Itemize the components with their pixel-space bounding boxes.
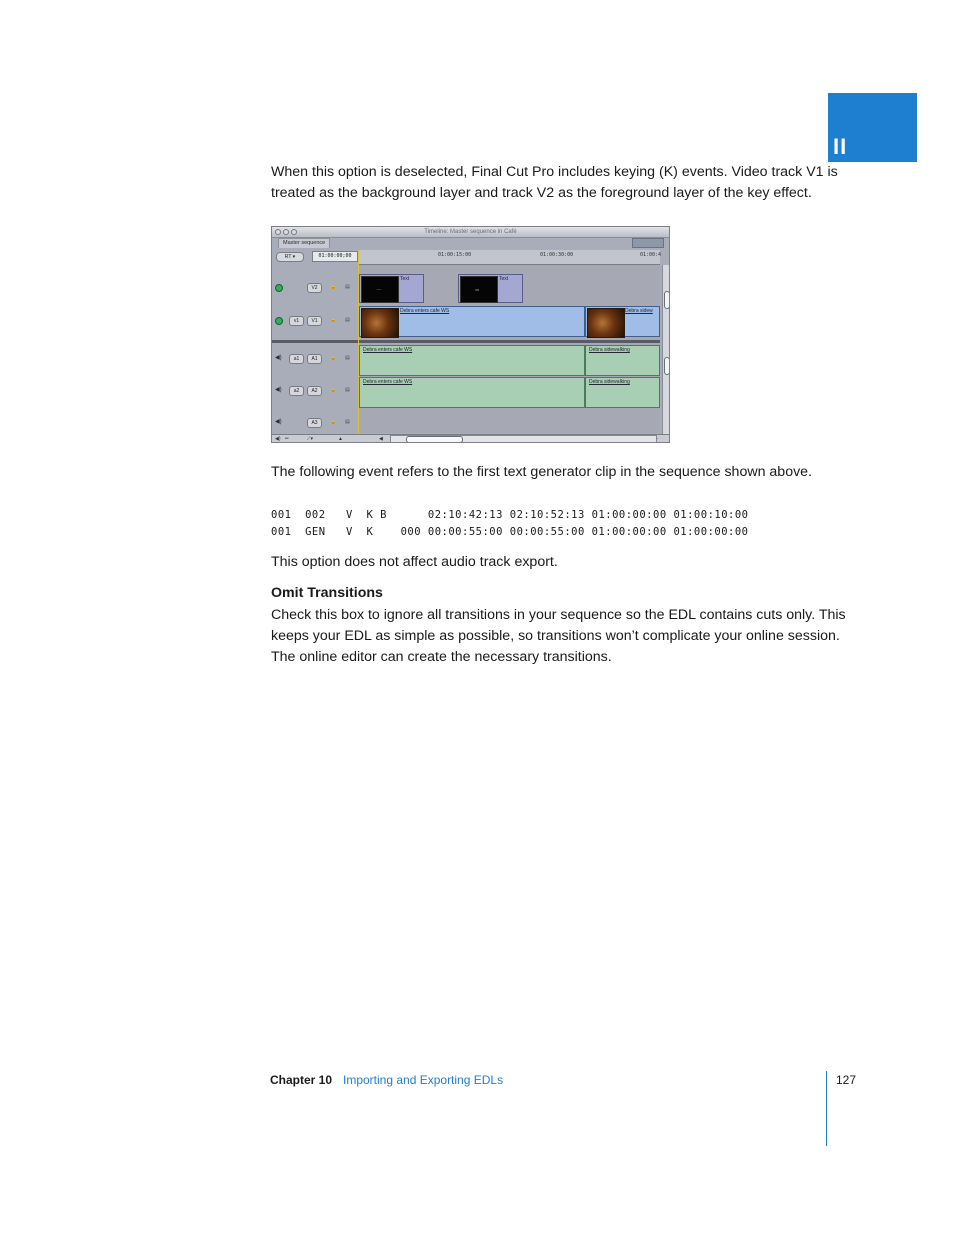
- sequence-tab[interactable]: Master sequence: [278, 238, 330, 248]
- clip-label: Text: [499, 276, 509, 282]
- edl-line: 001 GEN V K 000 00:00:55:00 00:00:55:00 01:00:00:00 01:00:00:00: [271, 526, 749, 538]
- scroll-thumb[interactable]: [664, 357, 670, 375]
- track-height-icon[interactable]: ═: [285, 436, 289, 442]
- omit-transitions-heading: Omit Transitions: [271, 585, 383, 601]
- generator-clip[interactable]: [359, 274, 424, 303]
- intro-paragraph: When this option is deselected, Final Cut Pro includes keying (K) events. Video track V1 is treated as the background layer and track V2 as the foreground layer of the key effect.: [271, 164, 838, 201]
- ruler-mark: 01:00:15:00: [438, 252, 472, 258]
- clip-label: Text: [400, 276, 410, 282]
- auto-select-icon[interactable]: ▤: [345, 284, 350, 290]
- lock-icon[interactable]: 🔒: [330, 355, 337, 361]
- dest-control-v2[interactable]: V2: [307, 283, 322, 293]
- auto-select-icon[interactable]: ▤: [345, 317, 350, 323]
- video-audio-divider[interactable]: [272, 340, 660, 343]
- auto-select-icon[interactable]: ▤: [345, 419, 350, 425]
- track-area[interactable]: [358, 265, 660, 433]
- lock-icon[interactable]: 🔒: [330, 387, 337, 393]
- event-intro-paragraph: The following event refers to the first text generator clip in the sequence shown above.: [271, 464, 813, 480]
- transitions-paragraph: Check this box to ignore all transitions in your sequence so the EDL contains cuts only. This keeps your EDL as simple as possible, so transitions won’t complicate your online session. The online editor can create the necessary transitions.: [271, 607, 846, 665]
- dest-control-a1[interactable]: A1: [307, 354, 322, 364]
- minimize-icon[interactable]: [283, 229, 289, 235]
- generator-clip[interactable]: [458, 274, 523, 303]
- auto-select-icon[interactable]: ▤: [345, 355, 350, 361]
- vertical-scrollbar[interactable]: [662, 265, 670, 435]
- scroll-thumb[interactable]: [406, 436, 463, 443]
- clip-label: Debra sidewalking: [589, 379, 630, 385]
- page-number: 127: [836, 1073, 857, 1087]
- playhead[interactable]: [358, 250, 359, 440]
- timeline-options-button[interactable]: [632, 238, 664, 248]
- timeline-title-bar: [272, 227, 669, 238]
- track-visibility-icon[interactable]: [275, 317, 283, 325]
- clip-label: Debra enters cafe WS: [400, 308, 450, 314]
- audio-clip[interactable]: [585, 345, 660, 376]
- lock-icon[interactable]: 🔒: [330, 317, 337, 323]
- audio-clip[interactable]: [585, 377, 660, 408]
- speaker-icon[interactable]: ◀): [275, 419, 282, 425]
- auto-select-icon[interactable]: ▤: [345, 387, 350, 393]
- dest-control-a3[interactable]: A3: [307, 418, 322, 428]
- clip-thumbnail: ▭: [460, 276, 498, 303]
- dest-control-a2[interactable]: A2: [307, 386, 322, 396]
- footer-rule: [826, 1071, 827, 1146]
- zoom-slider-icon[interactable]: ▲: [338, 436, 343, 442]
- lock-icon[interactable]: 🔒: [330, 284, 337, 290]
- scroll-left-icon[interactable]: ◀: [379, 436, 383, 442]
- clip-label: Debra enters cafe WS: [363, 347, 413, 353]
- speaker-icon[interactable]: ◀): [275, 387, 282, 393]
- timeline-window: [271, 226, 670, 443]
- clip-thumbnail: ····: [361, 276, 399, 303]
- dest-control-v1[interactable]: V1: [307, 316, 322, 326]
- clip-label: Debra sidewalking: [589, 347, 630, 353]
- clip-label: Debra sidew: [625, 308, 653, 314]
- clip-overlays-icon[interactable]: ⟋▾: [307, 436, 314, 442]
- footer-chapter: Chapter 10: [270, 1073, 333, 1087]
- time-ruler[interactable]: [358, 250, 660, 265]
- scroll-thumb[interactable]: [664, 291, 670, 309]
- speaker-icon[interactable]: ◀): [275, 355, 282, 361]
- footer-chapter-title[interactable]: Importing and Exporting EDLs: [343, 1073, 504, 1087]
- horizontal-scrollbar[interactable]: [390, 435, 657, 443]
- part-tab: [828, 93, 917, 162]
- rt-popup-button[interactable]: RT ▾: [276, 252, 304, 262]
- track-visibility-icon[interactable]: [275, 284, 283, 292]
- audio-clip[interactable]: [359, 345, 585, 376]
- audio-clip[interactable]: [359, 377, 585, 408]
- clip-thumbnail: [361, 308, 399, 338]
- close-icon[interactable]: [275, 229, 281, 235]
- clip-thumbnail: [587, 308, 625, 338]
- timeline-title: Timeline: Master sequence in Café: [424, 229, 517, 235]
- audio-note-paragraph: This option does not affect audio track export.: [271, 554, 558, 570]
- source-control-v1[interactable]: v1: [289, 316, 304, 326]
- video-clip[interactable]: [585, 306, 660, 337]
- zoom-icon[interactable]: [291, 229, 297, 235]
- source-control-a1[interactable]: a1: [289, 354, 304, 364]
- ruler-mark: 01:00:4: [640, 252, 662, 258]
- audio-controls-icon[interactable]: ◀): [275, 436, 281, 442]
- source-control-a2[interactable]: a2: [289, 386, 304, 396]
- edl-line: 001 002 V K B 02:10:42:13 02:10:52:13 01:00:00:00 01:00:10:00: [271, 509, 749, 521]
- ruler-mark: 01:00:30:00: [540, 252, 574, 258]
- video-clip[interactable]: [359, 306, 585, 337]
- part-tab-label: II: [833, 134, 848, 159]
- clip-label: Debra enters cafe WS: [363, 379, 413, 385]
- timecode-field[interactable]: 01:00:00;00: [312, 251, 358, 262]
- lock-icon[interactable]: 🔒: [330, 419, 337, 425]
